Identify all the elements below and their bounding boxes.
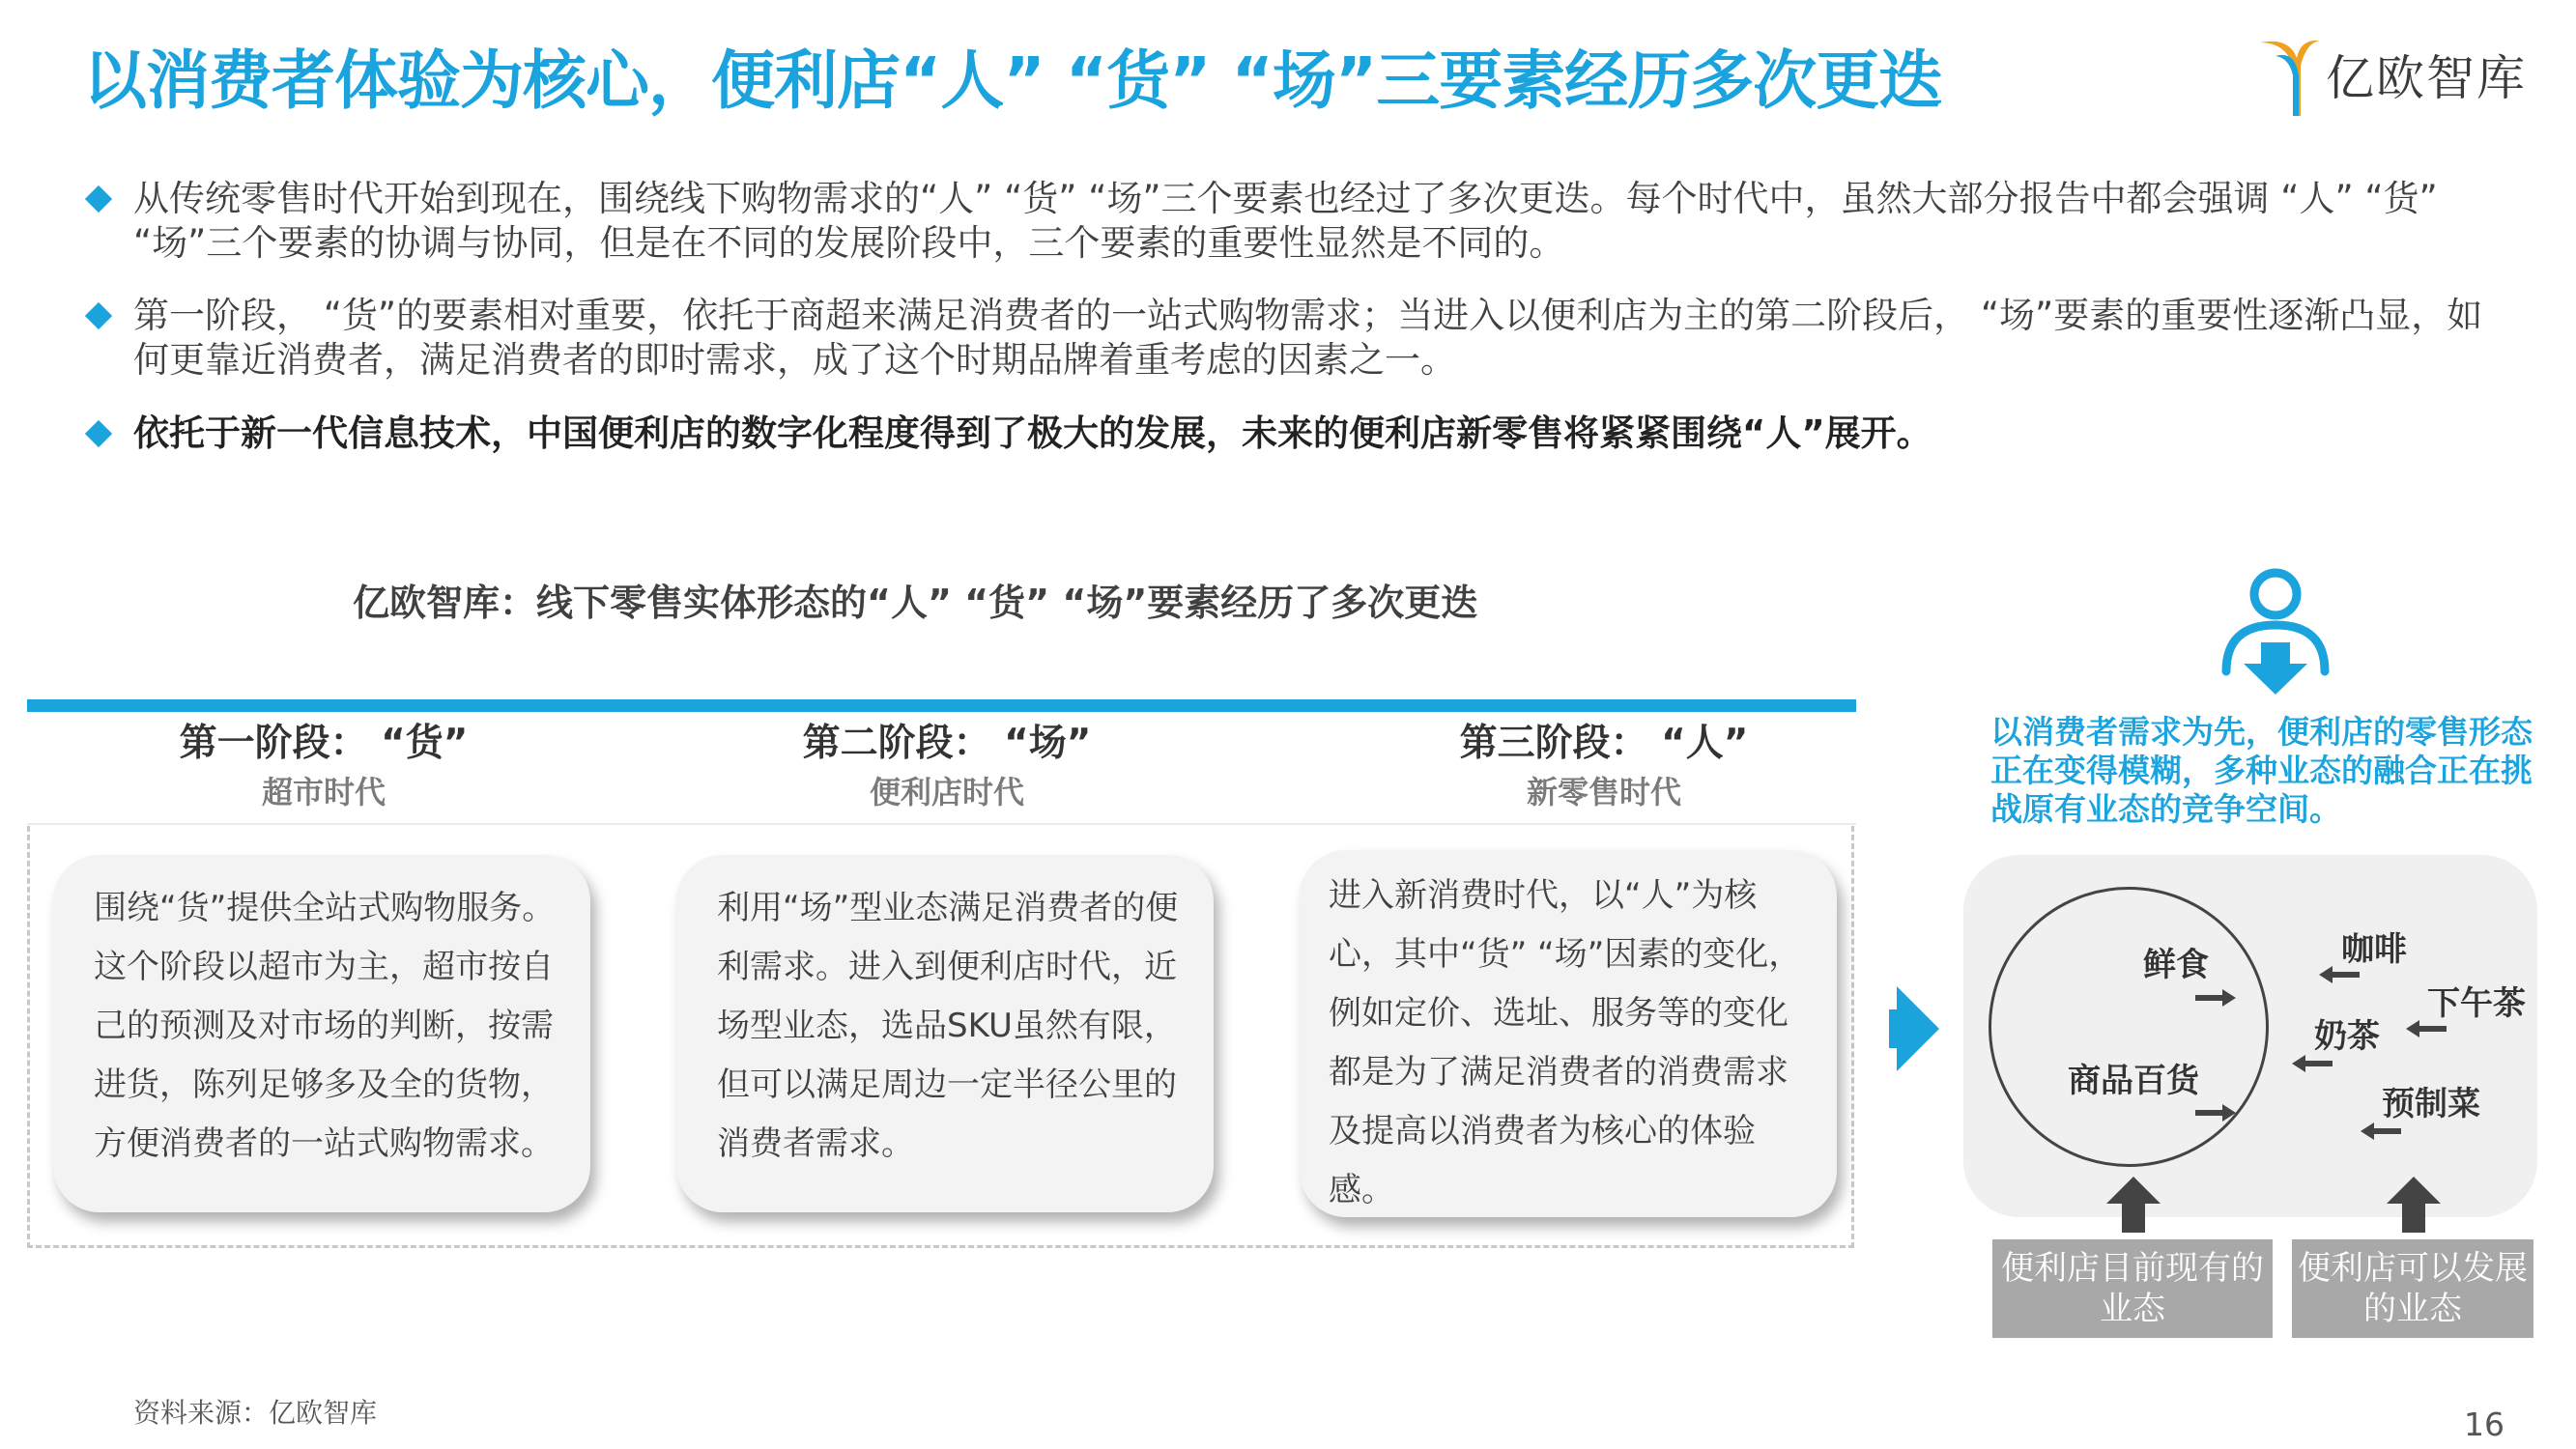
diamond-bullet-icon [85, 420, 112, 447]
figure-title: 亿欧智库：线下零售实体形态的“人” “货” “场”要素经历了多次更迭 [353, 582, 1478, 624]
logo-mark-icon [2256, 37, 2324, 120]
right-small-arrow-icon [2195, 989, 2236, 1007]
format-goods: 商品百货 [2068, 1062, 2199, 1100]
logo [2256, 37, 2536, 120]
bullet-2 [83, 294, 2518, 383]
page-title: 以消费者体验为核心，便利店“人” “货” “场”三要素经历多次更迭 [83, 43, 1942, 118]
up-arrow-icon [2387, 1177, 2441, 1233]
current-format-circle [1989, 887, 2269, 1167]
stage-2-name: 第二阶段： “场” [802, 722, 1092, 765]
left-small-arrow-icon [2406, 1020, 2447, 1037]
left-small-arrow-icon [2361, 1122, 2401, 1140]
format-afternoon-tea: 下午茶 [2427, 984, 2526, 1023]
stage-1-card: 围绕“货”提供全站式购物服务。这个阶段以超市为主，超市按自己的预测及对市场的判断，按需进货，陈列足够多及全的货物，方便消费者的一站式购物需求。 [53, 855, 590, 1212]
stage-2-era: 便利店时代 [869, 774, 1024, 810]
right-arrow-icon [1889, 980, 1947, 1077]
stage-1-header [150, 717, 498, 823]
stage-header-divider [27, 823, 1856, 825]
right-small-arrow-icon [2195, 1104, 2236, 1122]
bullet-1-text: 从传统零售时代开始到现在，围绕线下购物需求的“人” “货” “场”三个要素也经过了多次更迭。每个时代中，虽然大部分报告中都会强调 “人” “货” “场”三个要素的协调与协同，但是在不同的发展阶段中，三个要素的重要性显然是不同的。 [133, 178, 2438, 264]
format-milk-tea: 奶茶 [2314, 1017, 2380, 1056]
format-fresh: 鲜食 [2143, 946, 2209, 984]
stage-3-card: 进入新消费时代，以“人”为核心，其中“货” “场”因素的变化，例如定价、选址、服务等的变化都是为了满足消费者的消费需求及提高以消费者为核心的体验感。 [1300, 850, 1837, 1217]
bullet-3 [83, 412, 2518, 456]
future-format-label-box: 便利店可以发展的业态 [2292, 1239, 2533, 1338]
stage-3-era: 新零售时代 [1526, 774, 1681, 810]
page-number: 16 [2464, 1406, 2504, 1443]
format-coffee: 咖啡 [2341, 930, 2407, 969]
current-format-label-box: 便利店目前现有的业态 [1992, 1239, 2273, 1338]
stage-2-header [773, 717, 1121, 823]
stage-3-name: 第三阶段： “人” [1459, 722, 1749, 765]
stage-1-era: 超市时代 [261, 774, 386, 810]
right-panel-note: 以消费者需求为先，便利店的零售形态正在变得模糊，多种业态的融合正在挑战原有业态的竞争空间。 [1990, 713, 2533, 828]
bullet-3-text: 依托于新一代信息技术，中国便利店的数字化程度得到了极大的发展，未来的便利店新零售将紧紧围绕“人”展开。 [133, 412, 1932, 454]
logo-text: 亿欧智库 [2326, 50, 2527, 106]
left-small-arrow-icon [2319, 966, 2360, 983]
stage-2-card: 利用“场”型业态满足消费者的便利需求。进入到便利店时代，近场型业态，选品SKU虽然有限，但可以满足周边一定半径公里的消费者需求。 [676, 855, 1214, 1212]
stage-1-name: 第一阶段： “货” [179, 722, 469, 765]
bullet-1 [83, 177, 2518, 266]
stage-3-header [1430, 717, 1778, 823]
left-small-arrow-icon [2292, 1055, 2333, 1072]
diamond-bullet-icon [85, 302, 112, 329]
bullet-2-text: 第一阶段， “货”的要素相对重要，依托于商超来满足消费者的一站式购物需求；当进入以便利店为主的第二阶段后， “场”要素的重要性逐渐凸显，如何更靠近消费者，满足消费者的即时需求，成了这个时期品牌着重考虑的因素之一。 [133, 295, 2483, 381]
source-note: 资料来源：亿欧智库 [133, 1397, 378, 1429]
format-prepared: 预制菜 [2382, 1085, 2480, 1123]
stage-top-bar [27, 699, 1856, 712]
consumer-person-icon [2213, 565, 2338, 700]
up-arrow-icon [2106, 1177, 2161, 1233]
diamond-bullet-icon [85, 185, 112, 213]
